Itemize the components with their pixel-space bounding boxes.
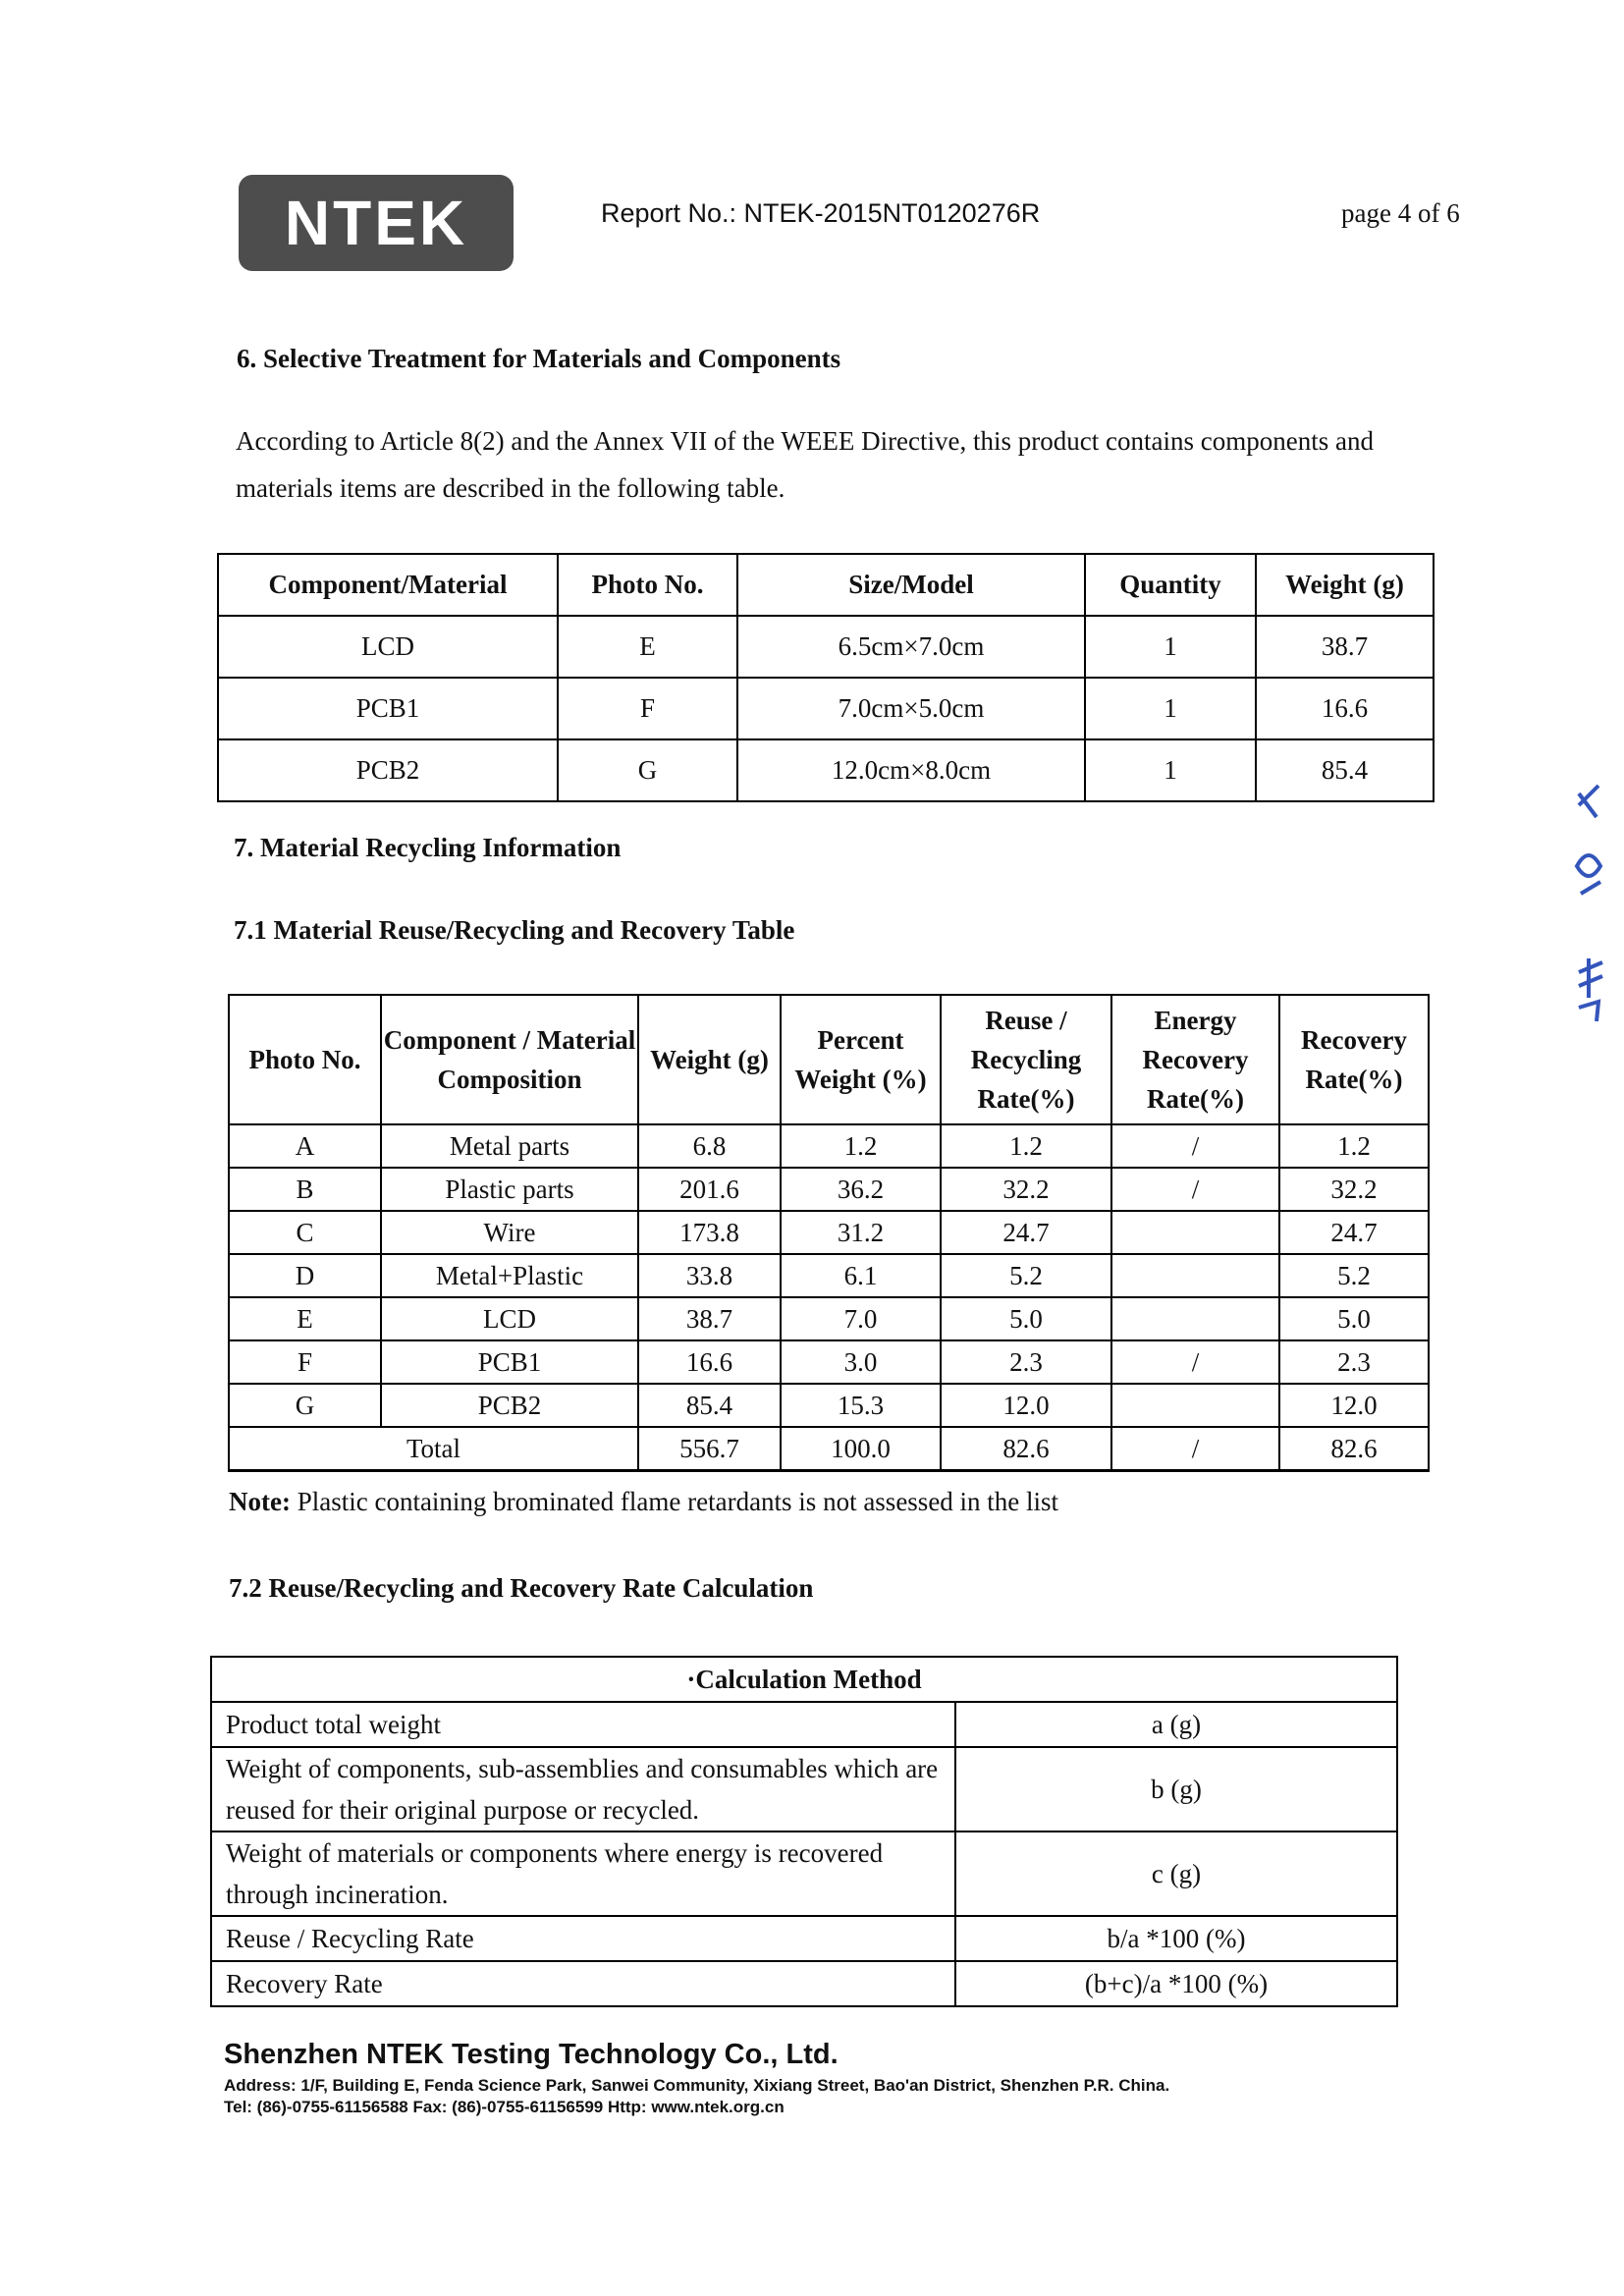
total-recovery: 82.6 xyxy=(1279,1427,1429,1471)
table-header-row xyxy=(211,1657,1397,1702)
table-cell: 31.2 xyxy=(781,1211,941,1254)
table-cell: 1.2 xyxy=(1279,1124,1429,1168)
table-row xyxy=(229,1211,1429,1254)
table-cell: F xyxy=(558,678,737,739)
table-cell: 6.1 xyxy=(781,1254,941,1297)
table-cell: 12.0cm×8.0cm xyxy=(737,739,1085,801)
table-cell: 5.2 xyxy=(1279,1254,1429,1297)
table-cell: 32.2 xyxy=(1279,1168,1429,1211)
header-cell: Photo No. xyxy=(229,995,381,1124)
header-cell: Component/Material xyxy=(218,554,558,616)
calculation-method-header: ·Calculation Method xyxy=(211,1657,1397,1702)
table-cell: / xyxy=(1111,1168,1279,1211)
table-cell: 3.0 xyxy=(781,1340,941,1384)
table-cell: F xyxy=(229,1340,381,1384)
header-cell: Energy Recovery Rate(%) xyxy=(1111,995,1279,1124)
table-cell: 16.6 xyxy=(1256,678,1434,739)
components-table xyxy=(217,553,1435,802)
table-cell: 85.4 xyxy=(638,1384,781,1427)
section-7-title: 7. Material Recycling Information xyxy=(234,833,622,862)
table-cell: / xyxy=(1111,1340,1279,1384)
footer-contact: Tel: (86)-0755-61156588 Fax: (86)-0755-61156599 Http: www.ntek.org.cn xyxy=(224,2098,785,2116)
table-cell: 16.6 xyxy=(638,1340,781,1384)
table-cell: 201.6 xyxy=(638,1168,781,1211)
table-cell: Reuse / Recycling Rate xyxy=(211,1916,955,1961)
table-note xyxy=(229,1487,1058,1517)
table-cell: c (g) xyxy=(955,1831,1397,1916)
total-percent: 100.0 xyxy=(781,1427,941,1471)
table-cell: 7.0cm×5.0cm xyxy=(737,678,1085,739)
table-cell: 2.3 xyxy=(941,1340,1111,1384)
table-cell: Recovery Rate xyxy=(211,1961,955,2006)
table-header-row xyxy=(218,554,1434,616)
table-cell: 1 xyxy=(1085,616,1256,678)
note-label: Note: xyxy=(229,1487,291,1516)
recycling-table xyxy=(228,994,1430,1472)
total-row xyxy=(229,1427,1429,1471)
table-cell: 1 xyxy=(1085,739,1256,801)
table-row xyxy=(211,1916,1397,1961)
table-cell: Metal+Plastic xyxy=(381,1254,638,1297)
table-cell xyxy=(1111,1254,1279,1297)
table-row xyxy=(229,1297,1429,1340)
table-cell: 33.8 xyxy=(638,1254,781,1297)
report-number: Report No.: NTEK-2015NT0120276R xyxy=(601,198,1041,228)
table-cell: 38.7 xyxy=(1256,616,1434,678)
table-row xyxy=(211,1702,1397,1747)
table-row xyxy=(229,1384,1429,1427)
page-number: page 4 of 6 xyxy=(1341,198,1460,228)
section-7-1-title: 7.1 Material Reuse/Recycling and Recovery Table xyxy=(234,915,795,945)
table-row xyxy=(229,1340,1429,1384)
table-cell: LCD xyxy=(218,616,558,678)
header-cell: Recovery Rate(%) xyxy=(1279,995,1429,1124)
header-cell: Reuse / Recycling Rate(%) xyxy=(941,995,1111,1124)
table-cell: E xyxy=(229,1297,381,1340)
table-cell: 6.5cm×7.0cm xyxy=(737,616,1085,678)
table-cell: 5.0 xyxy=(1279,1297,1429,1340)
header-cell: Size/Model xyxy=(737,554,1085,616)
table-cell: A xyxy=(229,1124,381,1168)
table-cell: 12.0 xyxy=(941,1384,1111,1427)
table-cell: D xyxy=(229,1254,381,1297)
table-cell: 38.7 xyxy=(638,1297,781,1340)
table-cell: 6.8 xyxy=(638,1124,781,1168)
table-cell: PCB2 xyxy=(218,739,558,801)
table-cell: Product total weight xyxy=(211,1702,955,1747)
table-cell: 24.7 xyxy=(1279,1211,1429,1254)
table-cell: b (g) xyxy=(955,1747,1397,1831)
calculation-table xyxy=(210,1656,1398,2007)
table-cell: 5.0 xyxy=(941,1297,1111,1340)
table-cell: 7.0 xyxy=(781,1297,941,1340)
table-header-row xyxy=(229,995,1429,1124)
section-6-paragraph: According to Article 8(2) and the Annex VII of the WEEE Directive, this product contains components and materials items are described in the following table. xyxy=(236,426,1374,503)
table-cell: C xyxy=(229,1211,381,1254)
logo-text: NTEK xyxy=(284,188,468,258)
header-cell: Weight (g) xyxy=(638,995,781,1124)
table-row xyxy=(211,1747,1397,1831)
table-cell: 1 xyxy=(1085,678,1256,739)
table-cell: Plastic parts xyxy=(381,1168,638,1211)
section-6-title: 6. Selective Treatment for Materials and Components xyxy=(237,344,841,373)
table-cell: Wire xyxy=(381,1211,638,1254)
table-cell: 5.2 xyxy=(941,1254,1111,1297)
footer-company: Shenzhen NTEK Testing Technology Co., Ltd. xyxy=(224,2039,839,2070)
footer-address: Address: 1/F, Building E, Fenda Science Park, Sanwei Community, Xixiang Street, Bao'an District, Shenzhen P.R. China. xyxy=(224,2076,1170,2095)
table-row xyxy=(218,616,1434,678)
table-cell: PCB1 xyxy=(218,678,558,739)
table-row xyxy=(211,1831,1397,1916)
header-cell: Component / Material Composition xyxy=(381,995,638,1124)
section-7-2-title: 7.2 Reuse/Recycling and Recovery Rate Calculation xyxy=(229,1573,814,1603)
table-cell: (b+c)/a *100 (%) xyxy=(955,1961,1397,2006)
table-row xyxy=(218,678,1434,739)
table-cell: 15.3 xyxy=(781,1384,941,1427)
table-cell: 173.8 xyxy=(638,1211,781,1254)
table-cell: LCD xyxy=(381,1297,638,1340)
table-cell: b/a *100 (%) xyxy=(955,1916,1397,1961)
table-cell: 36.2 xyxy=(781,1168,941,1211)
table-cell: Metal parts xyxy=(381,1124,638,1168)
table-cell: 1.2 xyxy=(781,1124,941,1168)
table-cell: / xyxy=(1111,1124,1279,1168)
table-cell: G xyxy=(558,739,737,801)
total-label: Total xyxy=(229,1427,638,1471)
table-cell: G xyxy=(229,1384,381,1427)
table-cell: 85.4 xyxy=(1256,739,1434,801)
table-cell: PCB2 xyxy=(381,1384,638,1427)
header-cell: Photo No. xyxy=(558,554,737,616)
table-cell xyxy=(1111,1211,1279,1254)
table-cell: E xyxy=(558,616,737,678)
table-cell xyxy=(1111,1384,1279,1427)
table-cell: 12.0 xyxy=(1279,1384,1429,1427)
header-cell: Percent Weight (%) xyxy=(781,995,941,1124)
total-reuse: 82.6 xyxy=(941,1427,1111,1471)
table-cell: 32.2 xyxy=(941,1168,1111,1211)
header-cell: Quantity xyxy=(1085,554,1256,616)
table-row xyxy=(229,1254,1429,1297)
table-cell: a (g) xyxy=(955,1702,1397,1747)
table-cell: 1.2 xyxy=(941,1124,1111,1168)
table-cell xyxy=(1111,1297,1279,1340)
header-cell: Weight (g) xyxy=(1256,554,1434,616)
note-text: Plastic containing brominated flame retardants is not assessed in the list xyxy=(290,1487,1059,1516)
ntek-logo xyxy=(239,175,514,271)
table-row xyxy=(229,1124,1429,1168)
partial-stamp-mark xyxy=(1559,776,1618,1061)
table-cell: PCB1 xyxy=(381,1340,638,1384)
total-energy: / xyxy=(1111,1427,1279,1471)
total-weight: 556.7 xyxy=(638,1427,781,1471)
table-row xyxy=(218,739,1434,801)
table-cell: Weight of materials or components where energy is recovered through incineration. xyxy=(211,1831,955,1916)
table-cell: 24.7 xyxy=(941,1211,1111,1254)
table-row xyxy=(211,1961,1397,2006)
table-cell: 2.3 xyxy=(1279,1340,1429,1384)
table-cell: B xyxy=(229,1168,381,1211)
table-cell: Weight of components, sub-assemblies and consumables which are reused for their original purpose or recycled. xyxy=(211,1747,955,1831)
table-row xyxy=(229,1168,1429,1211)
